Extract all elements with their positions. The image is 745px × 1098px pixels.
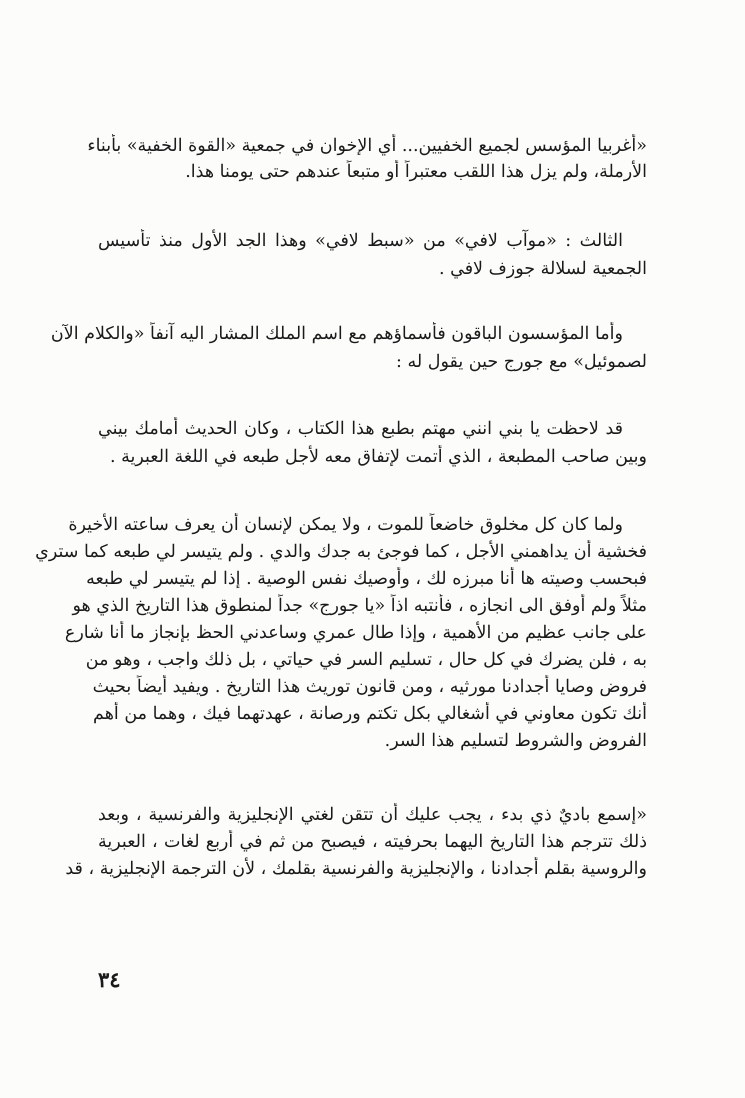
paragraph-5-line-3: فبحسب وصيته ها أنا مبرزه لك ، وأوصيك نفس الوصية . إذا لم يتيسر لي طبعه <box>86 569 647 589</box>
paragraph-4-line-2: وبين صاحب المطبعة ، الذي أتمت لإتفاق معه لأجل طبعه في اللغة العبرية . <box>109 447 647 467</box>
paragraph-6-line-2: ذلك تترجم هذا التاريخ اليهما بحرفيته ، فيصبح من ثم في أربع لغات ، العبرية <box>98 832 647 852</box>
paragraph-6-line-1: «إسمع باديٌ ذي بدء ، يجب عليك أن تتقن لغتي الإنجليزية والفرنسية ، وبعد <box>98 805 647 825</box>
paragraph-3-line-1: وأما المؤسسون الباقون فأسماؤهم مع اسم الملك المشار اليه آنفاً «والكلام الآن <box>50 324 623 344</box>
paragraph-5-line-6: به ، فلن يضرك في كل حال ، تسليم السر في حياتي ، بل ذلك واجب ، وهو من <box>85 650 647 670</box>
paragraph-1-line-2: الأرملة، ولم يزل هذا اللقب معتبراً أو متبعاً عندهم حتى يومنا هذا. <box>185 162 647 182</box>
paragraph-5-line-2: فخشية أن يداهمني الأجل ، كما فوجئ به جدك والدي . ولم يتيسر لي طبعه كما ستري <box>35 542 647 562</box>
paragraph-5-line-1: ولما كان كل مخلوق خاضعاً للموت ، ولا يمكن لإنسان أن يعرف ساعته الأخيرة <box>68 515 623 535</box>
paragraph-2-line-2: الجمعية لسلالة جوزف لافي . <box>438 259 647 279</box>
paragraph-3-line-2: لصموئيل» مع جورج حين يقول له : <box>396 352 647 372</box>
paragraph-5-line-5: على جانب عظيم من الأهمية ، وإذا طال عمري وساعدني الحظ بإنجاز ما أنا شارع <box>64 623 647 643</box>
paragraph-5-line-4: مثلاً ولم أوفق الى انجازه ، فأنتبه اذاً «يا جورج» جداً لمنطوق هذا التاريخ الذي هو <box>72 596 647 616</box>
paragraph-2-line-1: الثالث : «موآب لافي» من «سبط لافي» وهذا الجد الأول منذ تأسيس <box>98 231 623 251</box>
paragraph-5-line-7: فروض وصايا أجدادنا مورثيه ، ومن قانون توريث هذا التاريخ . ويفيد أيضاً بحيث <box>92 677 647 697</box>
paragraph-6-line-3: والروسية بقلم أجدادنا ، والإنجليزية والفرنسية بقلمك ، لأن الترجمة الإنجليزية ، قد <box>65 859 647 879</box>
paragraph-5-line-9: الفروض والشروط لتسليم هذا السر. <box>384 731 647 751</box>
paragraph-1-line-1: «أغربيا المؤسس لجميع الخفيين... أي الإخوان في جمعية «القوة الخفية» بأبناء <box>87 136 647 156</box>
page-number: ٣٤ <box>98 967 121 992</box>
paragraph-5-line-8: أنك تكون معاوني في أشغالي بكل تكتم ورصانة ، عهدتهما فيك ، وهما من أهم <box>93 704 647 724</box>
paragraph-4-line-1: قد لاحظت يا بني انني مهتم بطبع هذا الكتاب ، وكان الحديث أمامك بيني <box>98 419 623 439</box>
